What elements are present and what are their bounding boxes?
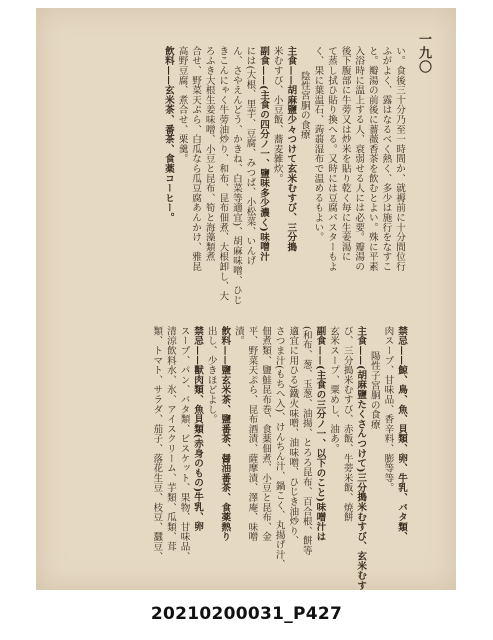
text-line: 佃煮類、鹽鮭昆布巻、食薬佃煮、小豆と昆布、金 (260, 326, 272, 542)
text-line: 合せ、野菜天ぷら、白瓜なら瓜豆腐あんかけ、雅昆 (190, 46, 202, 272)
text-line: て蒸し拭ひ貼り換へる。又時には豆腐パスターもよ (326, 46, 338, 272)
text-line: 入浴時に温上する人、衰弱せる人には必要。瓣湯の (353, 46, 365, 272)
text-line: 玄米スープ、粟めし、油あ。 (328, 326, 340, 454)
text-line: 米むすび、小豆飯、蕎麦雑炊。 (271, 46, 283, 184)
text-line: 肉スープ、甘味品、香辛料、膨等等。 (382, 326, 394, 493)
text-line: ろふき大根生姜味噌、小豆と昆布、筍と海藻類煮 (203, 46, 215, 262)
page-number: 一九〇 (416, 32, 431, 74)
text-line: ふがよく、露はなるべく熱く、多少は施行をなすこ (380, 46, 392, 272)
text-line: び、三分搗米むすび、赤飯、牛蒡米飯、焼餅 (341, 326, 353, 522)
text-line: スープ、パン、バタ類、ビスケット、果物、甘味品、 (178, 326, 190, 562)
text-line: 禁忌——獸肉類、魚貝類(赤身のもの)牛乳、卵 (192, 326, 204, 532)
text-line: 陽性子宮胴の食療 (368, 350, 380, 430)
text-line: い。食後三十分乃至一時間か、就褥前に十分間位行 (394, 46, 405, 272)
text-line: 副食——(主食の四分ノ一、鹽味多少濃く)味噌汁 (258, 46, 270, 262)
text-line: 高野豆腐、煮合せ、栗羹。 (176, 46, 188, 164)
text-line: 陰性宮胴の食療 (298, 70, 310, 140)
text-line: 主食——胡麻鹽少々つけて玄米むすび、三分搗 (285, 46, 297, 252)
text-line: 漬。 (232, 326, 244, 346)
lower-text-column (151, 326, 408, 591)
text-line: ん、さやえんどう、かきね、白菜等適宜)、胡麻味噌、ひじ (230, 46, 242, 305)
text-line: 出し、少きほどよし。 (205, 326, 217, 424)
text-line: く、果に葉温石、蒟蒻湿布で温めるもよい。 (312, 46, 324, 242)
text-line: 副食——(主食の三分ノ一、以下のこと)味噌汁は (314, 326, 326, 542)
text-line: 適宜に用ひる)鐵火味噌、油味噌、ひじき油炒り、 (287, 326, 299, 546)
text-line: 後下腹部に牛蒡又は炒米を貼り乾く毎に生姜湯に (339, 46, 351, 262)
text-line: 平、野菜天ぷら、昆布酒漬、薩摩漬、澤庵、味噌 (246, 326, 258, 542)
text-line: と。瓣湯の前後に薔薇香茶を飲むとよい。殊に平素 (366, 46, 378, 272)
upper-text-column (144, 46, 406, 306)
text-line: 清涼飲料水、氷、アイスクリーム、芋類、瓜類、茸 (164, 326, 176, 552)
text-line: 類、トマト、サラダ、茄子、落花生豆、枝豆、蠶豆、 (151, 326, 163, 562)
text-line: 飲料——玄米茶、番茶、食薬コーヒー。 (162, 46, 174, 223)
text-line: きこんにゃく牛蒡油炒り、和布、昆布佃煮、大根卸し、大 (217, 46, 229, 301)
text-line: 禁忌——鯨、鳥、魚、貝類、卵、牛乳、バタ類、 (396, 326, 407, 542)
text-line: さつま汁(もちへ入)、けんちん汁、鍋こく、丸揚げ汁、 (273, 326, 285, 570)
text-line: (和布、葱、玉葱、油揚、とろろ昆布、百合根、餅等 (300, 326, 312, 556)
text-line: には(大根、里芋、豆腐、みつば、小松菜、いんげ (244, 46, 256, 266)
document-page (36, 8, 456, 590)
archive-id-label: 20210200031_P427 (150, 604, 343, 624)
text-line: 飲料——鹽玄米茶、鹽番茶、醤油番茶、食薬熱り (219, 326, 231, 542)
text-line: 主食——(胡麻鹽たくさんつけて)三分搗米むすび、玄米むす (355, 326, 367, 591)
